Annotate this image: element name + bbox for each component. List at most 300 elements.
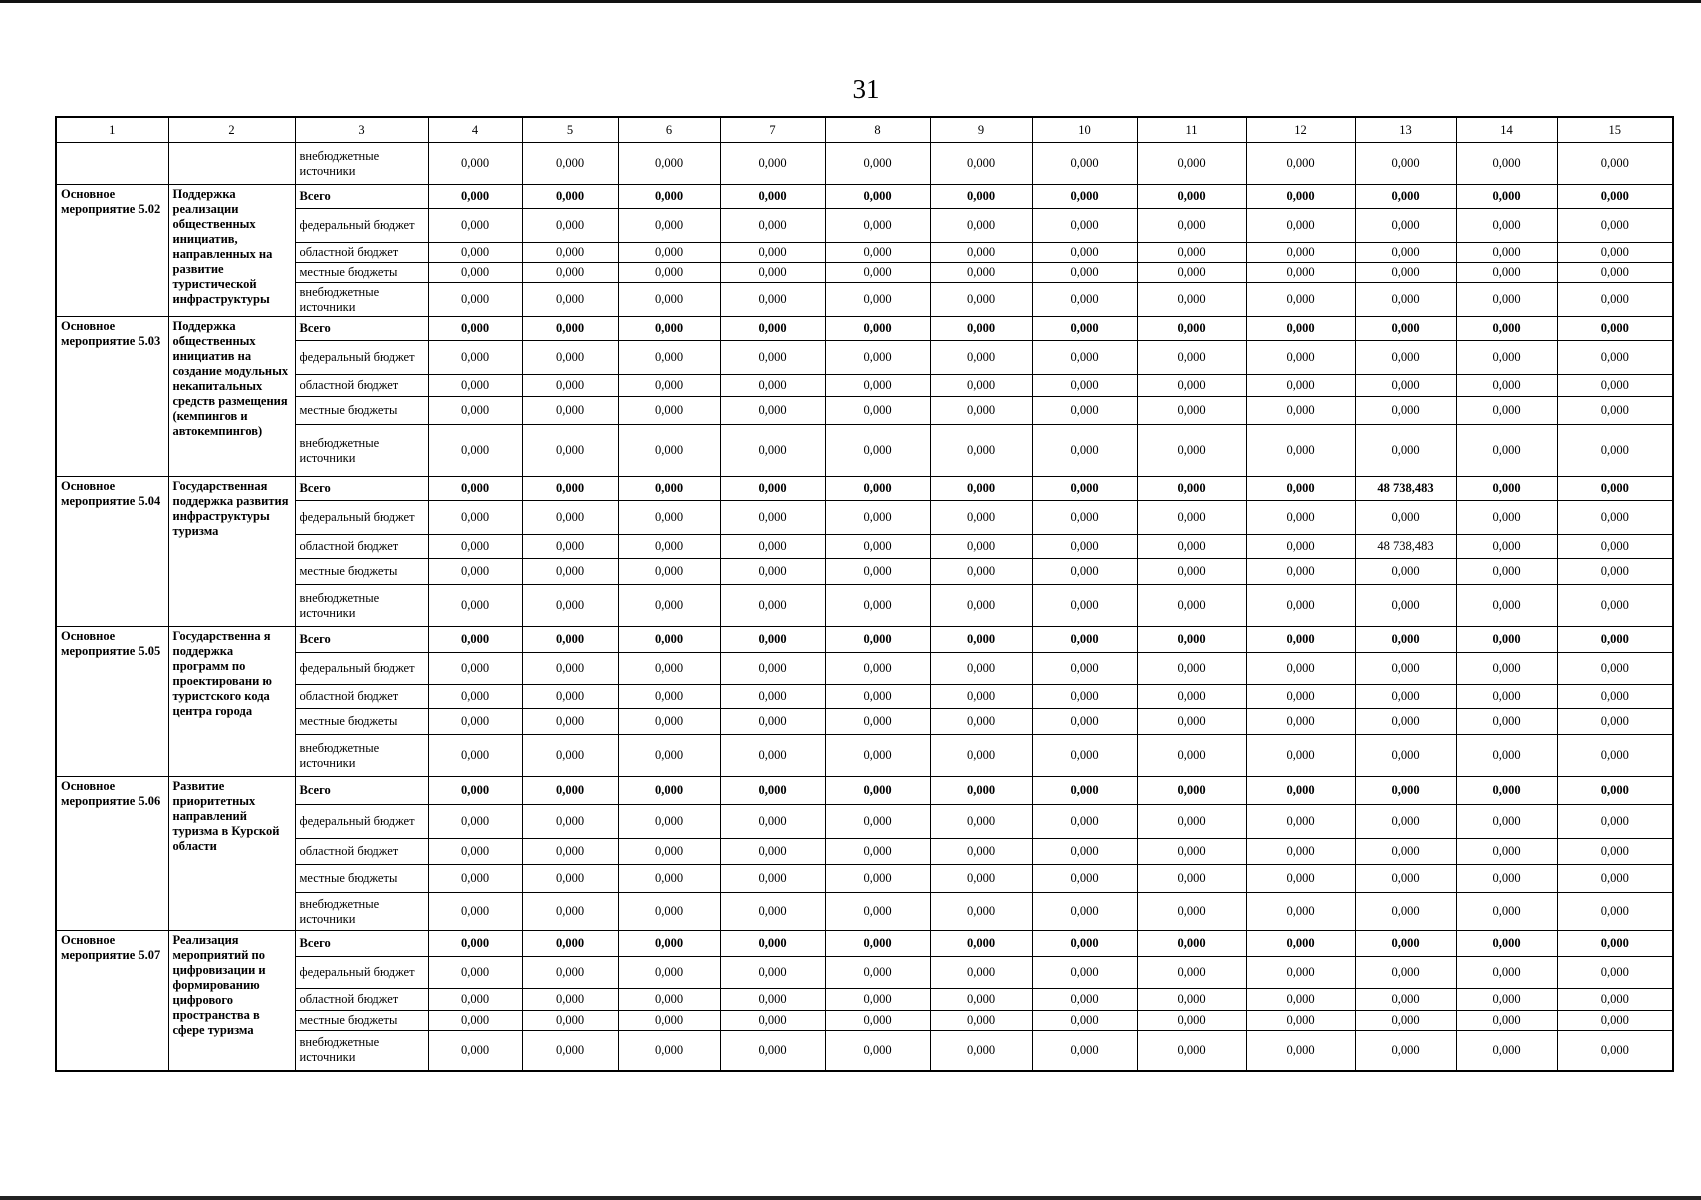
value-cell: 0,000 — [930, 957, 1032, 989]
value-cell: 0,000 — [1355, 1031, 1456, 1071]
value-cell: 0,000 — [930, 585, 1032, 627]
value-cell: 0,000 — [1355, 263, 1456, 283]
value-cell: 0,000 — [825, 375, 930, 397]
measure-name: Поддержка общественных инициатив на создание модульных некапитальных средств размещения (кемпингов и автокемпингов) — [168, 317, 295, 477]
value-cell: 0,000 — [1355, 317, 1456, 341]
value-cell: 0,000 — [618, 1031, 720, 1071]
table-row — [56, 317, 1673, 341]
value-cell: 0,000 — [1246, 735, 1355, 777]
value-cell: 0,000 — [1032, 931, 1137, 957]
value-cell: 0,000 — [825, 263, 930, 283]
column-header: 11 — [1137, 117, 1246, 143]
table-row — [56, 143, 1673, 185]
table-row — [56, 397, 1673, 425]
value-cell: 0,000 — [1032, 209, 1137, 243]
value-cell: 0,000 — [1137, 893, 1246, 931]
value-cell: 0,000 — [522, 805, 618, 839]
value-cell: 0,000 — [930, 627, 1032, 653]
value-cell: 0,000 — [522, 653, 618, 685]
value-cell: 0,000 — [522, 931, 618, 957]
value-cell: 0,000 — [618, 209, 720, 243]
value-cell: 0,000 — [618, 283, 720, 317]
value-cell: 0,000 — [1355, 341, 1456, 375]
value-cell: 0,000 — [1456, 653, 1557, 685]
value-cell: 0,000 — [1456, 559, 1557, 585]
value-cell: 0,000 — [1557, 1011, 1673, 1031]
value-cell: 0,000 — [1246, 317, 1355, 341]
value-cell: 0,000 — [1456, 735, 1557, 777]
value-cell: 0,000 — [1355, 425, 1456, 477]
value-cell: 0,000 — [618, 777, 720, 805]
value-cell: 0,000 — [618, 501, 720, 535]
value-cell: 0,000 — [1557, 777, 1673, 805]
value-cell: 0,000 — [930, 209, 1032, 243]
value-cell: 0,000 — [825, 535, 930, 559]
value-cell: 0,000 — [1557, 735, 1673, 777]
value-cell: 0,000 — [825, 185, 930, 209]
value-cell: 0,000 — [428, 559, 522, 585]
value-cell: 0,000 — [1557, 989, 1673, 1011]
value-cell: 0,000 — [618, 397, 720, 425]
value-cell: 0,000 — [825, 1031, 930, 1071]
value-cell: 0,000 — [618, 893, 720, 931]
value-cell: 0,000 — [1456, 777, 1557, 805]
value-cell: 0,000 — [1137, 653, 1246, 685]
value-cell: 0,000 — [1246, 425, 1355, 477]
value-cell: 0,000 — [618, 685, 720, 709]
value-cell: 0,000 — [1355, 931, 1456, 957]
source-label: федеральный бюджет — [295, 501, 428, 535]
source-label: областной бюджет — [295, 685, 428, 709]
value-cell: 0,000 — [1557, 263, 1673, 283]
table-row — [56, 559, 1673, 585]
value-cell: 0,000 — [428, 989, 522, 1011]
value-cell: 0,000 — [720, 185, 825, 209]
value-cell: 0,000 — [1032, 341, 1137, 375]
value-cell: 0,000 — [720, 263, 825, 283]
source-label: Всего — [295, 931, 428, 957]
value-cell: 0,000 — [1355, 559, 1456, 585]
value-cell: 0,000 — [720, 893, 825, 931]
value-cell: 0,000 — [1557, 375, 1673, 397]
value-cell: 0,000 — [1137, 1031, 1246, 1071]
source-label: местные бюджеты — [295, 559, 428, 585]
value-cell: 0,000 — [1032, 317, 1137, 341]
measure-name: Реализация мероприятий по цифровизации и формированию цифрового пространства в сфере туризма — [168, 931, 295, 1071]
value-cell: 0,000 — [1456, 931, 1557, 957]
value-cell: 0,000 — [930, 185, 1032, 209]
value-cell: 0,000 — [720, 735, 825, 777]
value-cell: 0,000 — [1246, 653, 1355, 685]
source-label: внебюджетные источники — [295, 735, 428, 777]
value-cell: 0,000 — [1557, 243, 1673, 263]
value-cell: 0,000 — [522, 839, 618, 865]
value-cell: 0,000 — [618, 375, 720, 397]
value-cell: 0,000 — [930, 375, 1032, 397]
value-cell: 0,000 — [1456, 957, 1557, 989]
value-cell: 0,000 — [720, 957, 825, 989]
value-cell: 0,000 — [825, 685, 930, 709]
value-cell: 0,000 — [720, 709, 825, 735]
measure-name: Поддержка реализации общественных инициатив, направленных на развитие туристической инфраструктуры — [168, 185, 295, 317]
value-cell: 0,000 — [930, 559, 1032, 585]
value-cell: 0,000 — [930, 317, 1032, 341]
value-cell: 0,000 — [618, 839, 720, 865]
measure-name: Развитие приоритетных направлений туризма в Курской области — [168, 777, 295, 931]
value-cell: 0,000 — [720, 397, 825, 425]
value-cell: 0,000 — [825, 341, 930, 375]
source-label: областной бюджет — [295, 243, 428, 263]
value-cell: 0,000 — [522, 709, 618, 735]
value-cell: 0,000 — [825, 209, 930, 243]
value-cell: 0,000 — [1137, 283, 1246, 317]
value-cell: 0,000 — [1246, 865, 1355, 893]
source-label: Всего — [295, 317, 428, 341]
table-body — [56, 117, 1673, 1071]
value-cell: 0,000 — [522, 559, 618, 585]
value-cell: 0,000 — [720, 805, 825, 839]
value-cell: 0,000 — [825, 585, 930, 627]
value-cell: 0,000 — [1557, 685, 1673, 709]
source-label: областной бюджет — [295, 989, 428, 1011]
value-cell: 0,000 — [1246, 283, 1355, 317]
value-cell: 0,000 — [825, 627, 930, 653]
value-cell: 0,000 — [1246, 559, 1355, 585]
column-header: 8 — [825, 117, 930, 143]
source-label: местные бюджеты — [295, 709, 428, 735]
value-cell: 0,000 — [1032, 143, 1137, 185]
value-cell: 0,000 — [720, 283, 825, 317]
value-cell: 0,000 — [618, 653, 720, 685]
value-cell: 0,000 — [1032, 653, 1137, 685]
value-cell: 0,000 — [428, 243, 522, 263]
value-cell: 0,000 — [1355, 397, 1456, 425]
value-cell: 0,000 — [618, 1011, 720, 1031]
value-cell: 0,000 — [1456, 243, 1557, 263]
value-cell: 0,000 — [428, 209, 522, 243]
value-cell: 0,000 — [1137, 777, 1246, 805]
value-cell: 48 738,483 — [1355, 535, 1456, 559]
source-label: местные бюджеты — [295, 1011, 428, 1031]
column-header: 6 — [618, 117, 720, 143]
value-cell: 0,000 — [428, 777, 522, 805]
value-cell: 0,000 — [1032, 243, 1137, 263]
table-row — [56, 931, 1673, 957]
source-label: Всего — [295, 477, 428, 501]
measure-code: Основное мероприятие 5.02 — [56, 185, 168, 317]
value-cell: 0,000 — [1032, 185, 1137, 209]
source-label: федеральный бюджет — [295, 805, 428, 839]
scan-border-bottom — [0, 1196, 1701, 1200]
value-cell: 0,000 — [1137, 1011, 1246, 1031]
value-cell: 0,000 — [1032, 685, 1137, 709]
value-cell: 0,000 — [1246, 709, 1355, 735]
value-cell: 0,000 — [825, 735, 930, 777]
value-cell: 0,000 — [1246, 477, 1355, 501]
value-cell: 0,000 — [618, 243, 720, 263]
value-cell: 0,000 — [1456, 893, 1557, 931]
value-cell: 0,000 — [428, 839, 522, 865]
value-cell: 0,000 — [1355, 627, 1456, 653]
value-cell: 0,000 — [720, 243, 825, 263]
table-row — [56, 709, 1673, 735]
table-row — [56, 685, 1673, 709]
value-cell: 0,000 — [1246, 989, 1355, 1011]
value-cell: 0,000 — [618, 535, 720, 559]
measure-name: Государственна я поддержка программ по проектировани ю туристского кода центра города — [168, 627, 295, 777]
value-cell: 0,000 — [1557, 397, 1673, 425]
value-cell: 0,000 — [1557, 501, 1673, 535]
value-cell: 0,000 — [1137, 585, 1246, 627]
value-cell: 0,000 — [1137, 559, 1246, 585]
value-cell: 0,000 — [618, 865, 720, 893]
value-cell: 0,000 — [618, 735, 720, 777]
value-cell: 0,000 — [1246, 627, 1355, 653]
value-cell: 0,000 — [1032, 893, 1137, 931]
value-cell: 0,000 — [428, 397, 522, 425]
source-label: внебюджетные источники — [295, 585, 428, 627]
value-cell: 0,000 — [618, 425, 720, 477]
value-cell: 0,000 — [1246, 341, 1355, 375]
value-cell: 0,000 — [1355, 209, 1456, 243]
value-cell: 0,000 — [522, 317, 618, 341]
value-cell: 0,000 — [1456, 185, 1557, 209]
value-cell: 0,000 — [1456, 865, 1557, 893]
value-cell: 0,000 — [720, 685, 825, 709]
value-cell: 0,000 — [720, 931, 825, 957]
value-cell: 0,000 — [930, 243, 1032, 263]
value-cell: 0,000 — [720, 501, 825, 535]
value-cell: 0,000 — [1137, 341, 1246, 375]
value-cell: 0,000 — [522, 735, 618, 777]
value-cell: 0,000 — [930, 425, 1032, 477]
table-row — [56, 1031, 1673, 1071]
value-cell: 0,000 — [1355, 989, 1456, 1011]
column-header: 14 — [1456, 117, 1557, 143]
value-cell: 0,000 — [1246, 185, 1355, 209]
value-cell: 0,000 — [1032, 709, 1137, 735]
value-cell: 48 738,483 — [1355, 477, 1456, 501]
value-cell: 0,000 — [1246, 209, 1355, 243]
table-row — [56, 1011, 1673, 1031]
value-cell: 0,000 — [1032, 477, 1137, 501]
value-cell: 0,000 — [720, 209, 825, 243]
value-cell: 0,000 — [428, 425, 522, 477]
value-cell: 0,000 — [522, 375, 618, 397]
value-cell: 0,000 — [1557, 317, 1673, 341]
value-cell: 0,000 — [825, 805, 930, 839]
value-cell: 0,000 — [1557, 1031, 1673, 1071]
value-cell: 0,000 — [1355, 185, 1456, 209]
value-cell: 0,000 — [1557, 865, 1673, 893]
value-cell: 0,000 — [1137, 735, 1246, 777]
value-cell: 0,000 — [1355, 865, 1456, 893]
value-cell: 0,000 — [1246, 777, 1355, 805]
value-cell: 0,000 — [1456, 989, 1557, 1011]
value-cell: 0,000 — [428, 317, 522, 341]
value-cell: 0,000 — [1137, 243, 1246, 263]
measure-code: Основное мероприятие 5.03 — [56, 317, 168, 477]
value-cell: 0,000 — [720, 865, 825, 893]
value-cell: 0,000 — [1557, 341, 1673, 375]
value-cell: 0,000 — [522, 627, 618, 653]
value-cell: 0,000 — [1557, 535, 1673, 559]
value-cell: 0,000 — [1456, 839, 1557, 865]
value-cell: 0,000 — [428, 585, 522, 627]
value-cell: 0,000 — [522, 185, 618, 209]
table-row — [56, 501, 1673, 535]
value-cell: 0,000 — [618, 709, 720, 735]
value-cell: 0,000 — [1032, 375, 1137, 397]
value-cell: 0,000 — [1456, 709, 1557, 735]
source-label: федеральный бюджет — [295, 957, 428, 989]
value-cell: 0,000 — [930, 501, 1032, 535]
source-label: местные бюджеты — [295, 397, 428, 425]
column-header: 3 — [295, 117, 428, 143]
value-cell: 0,000 — [1032, 283, 1137, 317]
value-cell: 0,000 — [1246, 375, 1355, 397]
value-cell: 0,000 — [720, 535, 825, 559]
value-cell: 0,000 — [930, 685, 1032, 709]
value-cell: 0,000 — [618, 341, 720, 375]
value-cell: 0,000 — [1246, 839, 1355, 865]
value-cell: 0,000 — [825, 931, 930, 957]
value-cell: 0,000 — [930, 477, 1032, 501]
source-label: Всего — [295, 627, 428, 653]
value-cell: 0,000 — [522, 501, 618, 535]
value-cell: 0,000 — [618, 263, 720, 283]
value-cell: 0,000 — [1137, 989, 1246, 1011]
value-cell: 0,000 — [1246, 501, 1355, 535]
value-cell: 0,000 — [1557, 627, 1673, 653]
value-cell: 0,000 — [522, 283, 618, 317]
value-cell: 0,000 — [720, 477, 825, 501]
value-cell: 0,000 — [930, 709, 1032, 735]
value-cell: 0,000 — [720, 1011, 825, 1031]
value-cell: 0,000 — [930, 283, 1032, 317]
table-row — [56, 341, 1673, 375]
table-row — [56, 375, 1673, 397]
measure-name: Государственная поддержка развития инфраструктуры туризма — [168, 477, 295, 627]
value-cell: 0,000 — [1557, 559, 1673, 585]
value-cell: 0,000 — [618, 559, 720, 585]
table-row — [56, 477, 1673, 501]
value-cell: 0,000 — [1355, 1011, 1456, 1031]
value-cell: 0,000 — [825, 839, 930, 865]
value-cell: 0,000 — [618, 185, 720, 209]
value-cell: 0,000 — [720, 839, 825, 865]
value-cell: 0,000 — [618, 989, 720, 1011]
value-cell: 0,000 — [428, 535, 522, 559]
value-cell: 0,000 — [428, 375, 522, 397]
value-cell: 0,000 — [1355, 709, 1456, 735]
value-cell: 0,000 — [618, 585, 720, 627]
value-cell: 0,000 — [1137, 685, 1246, 709]
value-cell: 0,000 — [522, 1031, 618, 1071]
empty-cell — [56, 143, 168, 185]
value-cell: 0,000 — [1456, 425, 1557, 477]
value-cell: 0,000 — [1246, 685, 1355, 709]
value-cell: 0,000 — [522, 243, 618, 263]
table-row — [56, 627, 1673, 653]
value-cell: 0,000 — [1557, 653, 1673, 685]
value-cell: 0,000 — [522, 893, 618, 931]
source-label: внебюджетные источники — [295, 283, 428, 317]
value-cell: 0,000 — [720, 1031, 825, 1071]
value-cell: 0,000 — [930, 263, 1032, 283]
value-cell: 0,000 — [1456, 375, 1557, 397]
value-cell: 0,000 — [1557, 185, 1673, 209]
value-cell: 0,000 — [825, 283, 930, 317]
value-cell: 0,000 — [522, 957, 618, 989]
value-cell: 0,000 — [930, 989, 1032, 1011]
source-label: областной бюджет — [295, 839, 428, 865]
column-header: 9 — [930, 117, 1032, 143]
measure-code: Основное мероприятие 5.05 — [56, 627, 168, 777]
value-cell: 0,000 — [1456, 317, 1557, 341]
value-cell: 0,000 — [1355, 685, 1456, 709]
value-cell: 0,000 — [1137, 317, 1246, 341]
value-cell: 0,000 — [1557, 425, 1673, 477]
source-label: областной бюджет — [295, 535, 428, 559]
value-cell: 0,000 — [428, 805, 522, 839]
value-cell: 0,000 — [1032, 627, 1137, 653]
value-cell: 0,000 — [1032, 989, 1137, 1011]
value-cell: 0,000 — [825, 477, 930, 501]
source-label: внебюджетные источники — [295, 1031, 428, 1071]
column-header: 2 — [168, 117, 295, 143]
value-cell: 0,000 — [1032, 535, 1137, 559]
source-label: внебюджетные источники — [295, 143, 428, 185]
value-cell: 0,000 — [1246, 805, 1355, 839]
value-cell: 0,000 — [428, 735, 522, 777]
value-cell: 0,000 — [825, 397, 930, 425]
value-cell: 0,000 — [825, 865, 930, 893]
value-cell: 0,000 — [1355, 585, 1456, 627]
value-cell: 0,000 — [428, 957, 522, 989]
value-cell: 0,000 — [1355, 243, 1456, 263]
value-cell: 0,000 — [1246, 397, 1355, 425]
value-cell: 0,000 — [1246, 143, 1355, 185]
value-cell: 0,000 — [1355, 653, 1456, 685]
value-cell: 0,000 — [1456, 341, 1557, 375]
table-row — [56, 957, 1673, 989]
measure-code: Основное мероприятие 5.06 — [56, 777, 168, 931]
value-cell: 0,000 — [825, 777, 930, 805]
value-cell: 0,000 — [522, 685, 618, 709]
column-header: 5 — [522, 117, 618, 143]
value-cell: 0,000 — [1246, 893, 1355, 931]
value-cell: 0,000 — [1032, 805, 1137, 839]
value-cell: 0,000 — [428, 263, 522, 283]
value-cell: 0,000 — [1032, 425, 1137, 477]
value-cell: 0,000 — [720, 317, 825, 341]
source-label: федеральный бюджет — [295, 341, 428, 375]
value-cell: 0,000 — [1355, 805, 1456, 839]
value-cell: 0,000 — [618, 317, 720, 341]
value-cell: 0,000 — [1355, 143, 1456, 185]
value-cell: 0,000 — [825, 709, 930, 735]
value-cell: 0,000 — [1246, 1031, 1355, 1071]
value-cell: 0,000 — [1557, 839, 1673, 865]
value-cell: 0,000 — [720, 627, 825, 653]
table-row — [56, 839, 1673, 865]
value-cell: 0,000 — [522, 535, 618, 559]
value-cell: 0,000 — [1032, 559, 1137, 585]
value-cell: 0,000 — [930, 653, 1032, 685]
value-cell: 0,000 — [428, 685, 522, 709]
value-cell: 0,000 — [1456, 535, 1557, 559]
